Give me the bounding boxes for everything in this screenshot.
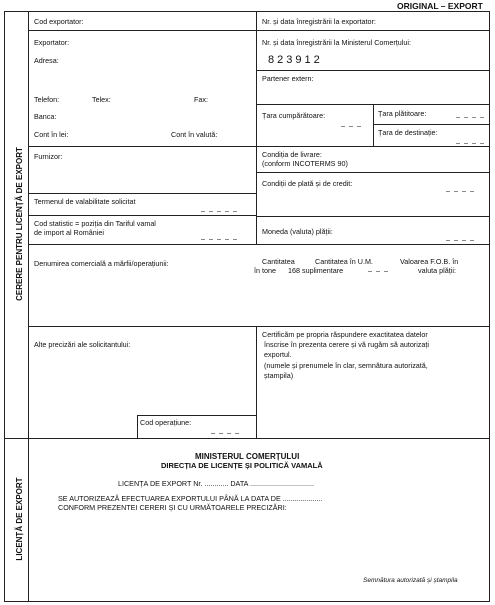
cod-statistic-label-2: de import al României [34,228,104,237]
certificam-line-4: (numele și prenumele în clar, semnătura autorizată, [264,361,428,370]
column-divider-right [373,104,374,146]
adresa-label: Adresa: [34,56,59,65]
cod-operatiune-box-left [137,415,138,439]
nr-data-ministerul-label: Nr. și data înregistrării la Ministerul Comerțului: [262,38,411,47]
alte-precizari-label: Alte precizări ale solicitantului: [34,340,131,349]
rule [256,70,490,71]
tara-cumparatoare-label: Țara cumpărătoare: [262,111,326,120]
rule [28,326,490,327]
termen-valabilitate-label: Termenul de valabilitate solicitat [34,197,136,206]
nr-data-exportator-label: Nr. și data înregistrării la exportator: [262,17,376,26]
certificam-line-1: Certificăm pe propria răspundere exactitatea datelor [262,330,428,339]
conditii-plata-label: Condiții de plată și de credit: [262,179,353,188]
rule [256,104,490,105]
cont-lei-label: Cont în lei: [34,130,69,139]
valoarea-label-2: valuta plății: [418,266,456,275]
rule [28,193,256,194]
cont-valuta-label: Cont în valută: [171,130,218,139]
cantitatea-label-2: în tone [254,266,276,275]
form-title: ORIGINAL – EXPORT [397,1,483,11]
cod-operatiune-label: Cod operațiune: [140,418,192,427]
direction-title: DIRECȚIA DE LICENȚE ȘI POLITICĂ VAMALĂ [161,461,323,470]
autorizeaza-line-1: SE AUTORIZEAZĂ EFECTUAREA EXPORTULUI PÂNĂ LA DATA DE .................... [58,494,323,503]
cantitatea-um-dashes: – – – [368,266,389,275]
side-label-license: LICENȚĂ DE EXPORT [15,477,24,561]
partener-extern-label: Partener extern: [262,74,314,83]
rule [28,30,490,31]
signature-label: Semnătura autorizată și ștampila [363,577,458,584]
fax-label: Fax: [194,95,208,104]
moneda-dashes: – – – – [446,235,475,244]
tara-platitoare-label: Țara plătitoare: [378,109,427,118]
certificam-line-2: înscrise în prezenta cerere și vă rugăm să autorizați [264,340,429,349]
column-divider-mid [256,326,257,439]
moneda-label: Moneda (valuta) plății: [262,227,333,236]
side-label-request: CERERE PENTRU LICENȚĂ DE EXPORT [15,147,24,301]
rule [28,146,490,147]
termen-valabilitate-dashes: – – – – – [201,206,238,215]
conditia-livrare-label: Condiția de livrare: [262,150,322,159]
tara-cumparatoare-dashes: – – – [341,121,362,130]
rule [256,216,490,217]
column-divider-top [256,11,257,244]
licenta-line: LICENȚA DE EXPORT Nr. ............ DATA ................................ [118,479,314,488]
rule [373,124,490,125]
rule [256,172,490,173]
cod-exportator-label: Cod exportator: [34,17,84,26]
cantitatea-um-label-2: 168 suplimentare [288,266,344,275]
autorizeaza-line-2: CONFORM PREZENTEI CERERI ȘI CU URMĂTOARELE PRECIZĂRI: [58,503,287,512]
telex-label: Telex: [92,95,111,104]
tara-platitoare-dashes: – – – – [456,112,485,121]
banca-label: Banca: [34,112,57,121]
valoarea-label-1: Valoarea F.O.B. în [400,257,459,266]
tara-destinatie-label: Țara de destinație: [378,128,438,137]
registration-number: 823912 [268,54,323,66]
rule [28,215,256,216]
incoterms-label: (conform INCOTERMS 90) [262,159,348,168]
cantitatea-um-label-1: Cantitatea în U.M. [315,257,373,266]
cod-statistic-label-1: Cod statistic = poziția din Tariful vamal [34,219,156,228]
exportator-label: Exportator: [34,38,70,47]
tara-destinatie-dashes: – – – – [456,138,485,147]
rule [28,244,490,245]
conditii-plata-dashes: – – – – [446,186,475,195]
side-divider-top [28,11,29,439]
cod-operatiune-box-top [137,415,256,416]
telefon-label: Telefon: [34,95,60,104]
certificam-line-3: exportul. [264,350,292,359]
furnizor-label: Furnizor: [34,152,63,161]
ministry-title: MINISTERUL COMERȚULUI [195,452,300,461]
cod-operatiune-dashes: – – – – [211,428,240,437]
side-divider-bottom [28,438,29,602]
cod-statistic-dashes: – – – – – [201,234,238,243]
cantitatea-label-1: Cantitatea [262,257,295,266]
denumirea-label: Denumirea comercială a mărfii/operațiunii: [34,259,169,268]
certificam-line-5: ștampila) [264,371,294,380]
